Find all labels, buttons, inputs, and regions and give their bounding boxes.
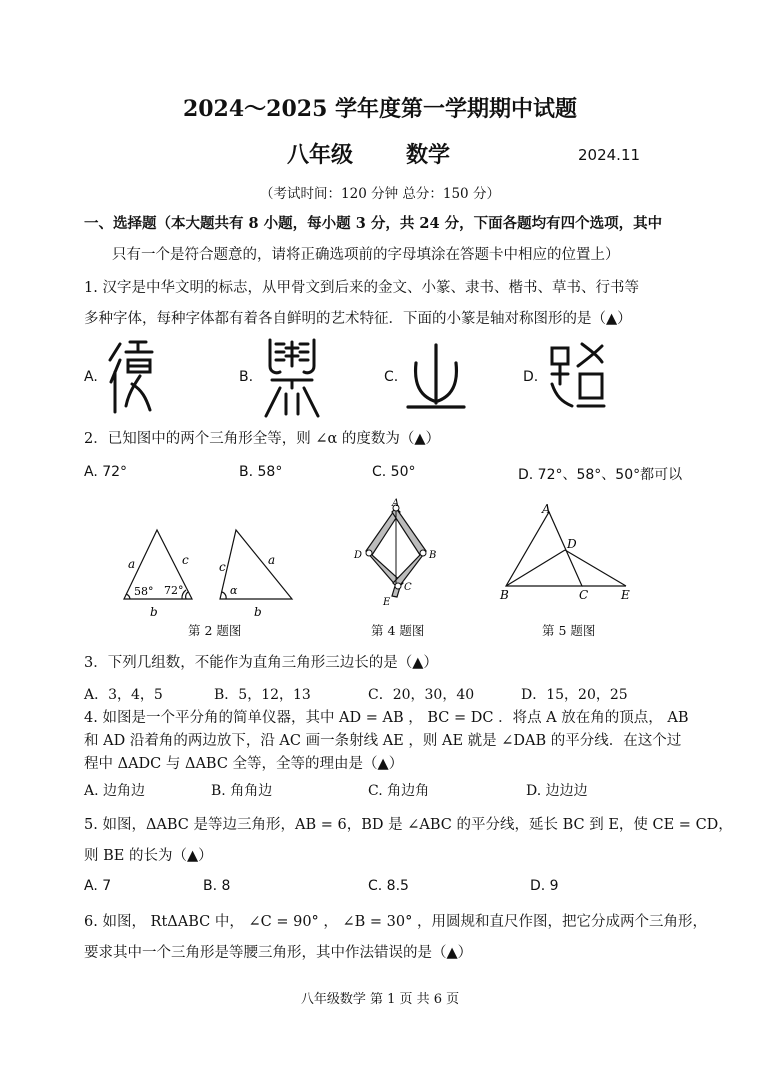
q2-stem-text: 2．已知图中的两个三角形全等，则 ∠α 的度数为（▲） bbox=[84, 431, 441, 447]
q4-option-d: D. 边边边 bbox=[526, 783, 588, 799]
q6-line1: 6. 如图， RtΔABC 中， ∠C = 90° ， ∠B = 30° ，用圆规和直尺作图，把它分成两个三角形， bbox=[84, 914, 707, 930]
q3-option-c: C．20，30，40 bbox=[368, 687, 475, 703]
section1-heading bbox=[84, 214, 662, 234]
q4-line3: 程中 ΔADC 与 ΔABC 全等，全等的理由是（▲） bbox=[84, 756, 404, 772]
figure-5-diagram bbox=[494, 500, 638, 604]
exam-info: （考试时间：120 分钟 总分：150 分） bbox=[260, 186, 500, 202]
q1-option-c: C. bbox=[384, 369, 399, 385]
fig5-label-a: A bbox=[542, 502, 551, 516]
q6-line2: 要求其中一个三角形是等腰三角形，其中作法错误的是（▲） bbox=[84, 945, 473, 961]
q4-line2: 和 AD 沿着角的两边放下，沿 AC 画一条射线 AE ，则 AE 就是 ∠DAB 的平分线．在这个过 bbox=[84, 733, 682, 749]
fig4-label-b: B bbox=[429, 550, 437, 561]
fig4-label-e: E bbox=[383, 597, 391, 608]
grade-label: 八年级 bbox=[287, 142, 354, 168]
q4-option-b: B. 角角边 bbox=[211, 783, 273, 799]
fig2-right-side-b: b bbox=[254, 605, 262, 619]
q4-line1: 4. 如图是一个平分角的简单仪器，其中 AD = AB ， BC = DC ．将点 A 放在角的顶点， AB bbox=[84, 710, 689, 726]
q1-line1: 1. 汉字是中华文明的标志，从甲骨文到后来的金文、小篆、隶书、楷书、草书、行书等 bbox=[84, 280, 639, 296]
fig2-right-side-c: c bbox=[219, 560, 226, 574]
fig2-left-side-c: c bbox=[182, 553, 189, 567]
fig2-alpha: α bbox=[230, 584, 238, 597]
q5-option-a: A. 7 bbox=[84, 878, 112, 894]
fig2-angle-58: 58° bbox=[134, 585, 154, 598]
fig4-label-a: A bbox=[392, 498, 400, 509]
q4-option-a: A. 边角边 bbox=[84, 783, 146, 799]
fig2-angle-72: 72° bbox=[164, 584, 184, 597]
q2-option-a: A. 72° bbox=[84, 464, 128, 480]
fig5-label-e: E bbox=[621, 588, 630, 602]
q2-option-b: B. 58° bbox=[239, 464, 283, 480]
fig5-label-d: D bbox=[567, 537, 577, 551]
q5-line1: 5. 如图，ΔABC 是等边三角形，AB = 6，BD 是 ∠ABC 的平分线，延长 BC 到 E，使 CE = CD， bbox=[84, 817, 733, 833]
fig2-left-side-b: b bbox=[150, 605, 158, 619]
seal-char-d-image bbox=[548, 340, 606, 414]
q2-option-c: C. 50° bbox=[372, 464, 416, 480]
q1-line2: 多种字体，每种字体都有着各自鲜明的艺术特征．下面的小篆是轴对称图形的是（▲） bbox=[84, 311, 632, 327]
q3-option-a: A．3，4，5 bbox=[84, 687, 163, 703]
section1-heading-cont: 只有一个是符合题意的，请将正确选项前的字母填涂在答题卡中相应的位置上） bbox=[112, 247, 620, 263]
fig5-label-b: B bbox=[500, 588, 509, 602]
q1-option-b: B. bbox=[239, 369, 254, 385]
q5-option-c: C. 8.5 bbox=[368, 878, 409, 894]
page-footer: 八年级数学 第 1 页 共 6 页 bbox=[300, 992, 460, 1007]
seal-char-a-image bbox=[106, 338, 156, 416]
fig4-label-c: C bbox=[404, 582, 412, 593]
fig2-left-side-a: a bbox=[128, 557, 136, 571]
fig4-caption: 第 4 题图 bbox=[371, 623, 425, 638]
fig4-label-d: D bbox=[354, 550, 363, 561]
section1-heading-text: 一、选择题（本大题共有 8 小题，每小题 3 分，共 24 分，下面各题均有四个选项，其中 bbox=[84, 215, 663, 232]
q4-option-c: C. 角边角 bbox=[368, 783, 430, 799]
figure-4-diagram bbox=[350, 496, 440, 608]
q3-option-d: D．15，20，25 bbox=[521, 687, 628, 703]
q2-stem bbox=[84, 429, 440, 449]
subject-label: 数学 bbox=[406, 142, 451, 168]
seal-char-c-image bbox=[404, 341, 468, 415]
fig2-caption: 第 2 题图 bbox=[188, 623, 242, 638]
exam-title: 2024～2025 学年度第一学期期中试题 bbox=[182, 96, 578, 122]
exam-date: 2024.11 bbox=[578, 146, 641, 164]
fig5-label-c: C bbox=[579, 588, 589, 602]
fig5-caption: 第 5 题图 bbox=[542, 623, 596, 638]
q1-option-a: A. bbox=[84, 369, 98, 385]
fig2-right-side-a: a bbox=[268, 553, 276, 567]
q3-stem: 3．下列几组数，不能作为直角三角形三边长的是（▲） bbox=[84, 655, 438, 671]
q5-line2: 则 BE 的长为（▲） bbox=[84, 848, 213, 864]
q5-option-b: B. 8 bbox=[203, 878, 231, 894]
q1-option-d: D. bbox=[523, 369, 539, 385]
q3-option-b: B．5，12，13 bbox=[214, 687, 311, 703]
figure-2-diagram bbox=[112, 522, 302, 622]
seal-char-b-image bbox=[262, 336, 322, 420]
q2-option-d: D. 72°、58°、50°都可以 bbox=[518, 467, 683, 483]
q5-option-d: D. 9 bbox=[530, 878, 559, 894]
